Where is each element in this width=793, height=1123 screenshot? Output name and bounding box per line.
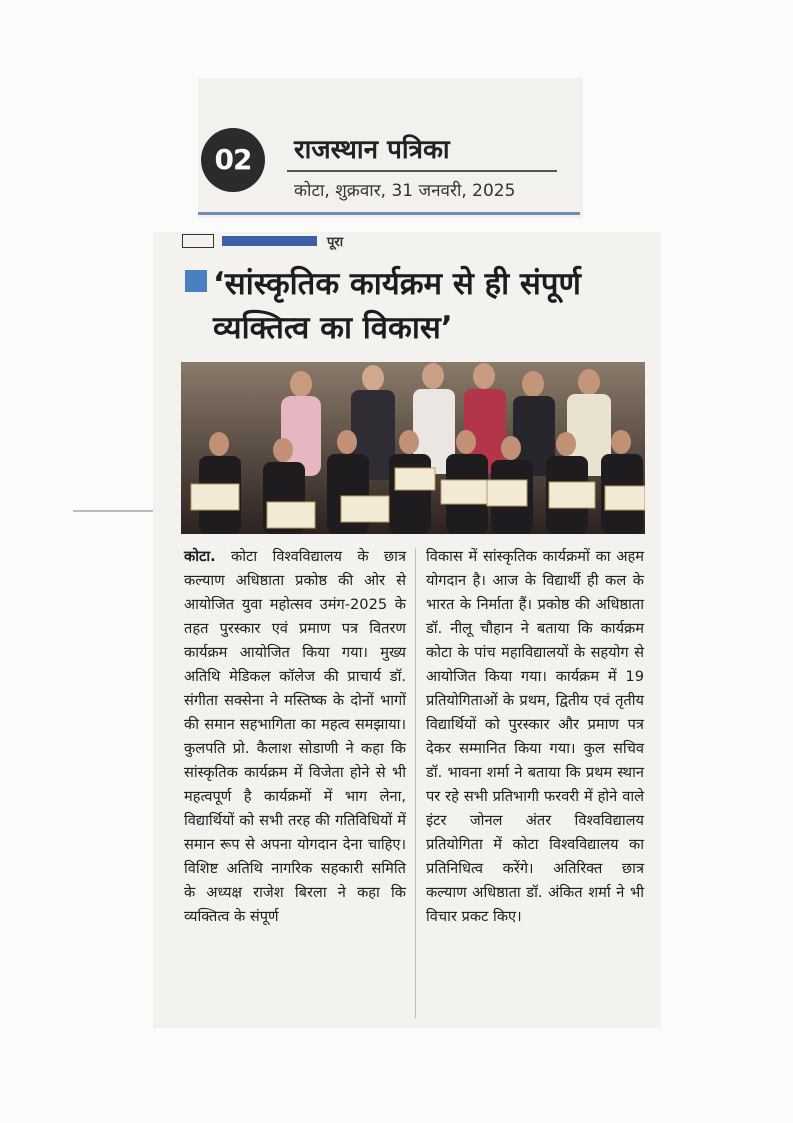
article-column-1-text: कोटा विश्वविद्यालय के छात्र कल्याण अधिष्ठाता प्रकोष्ठ की ओर से आयोजित युवा महोत्सव उमंग-2025 के तहत पुरस्कार एवं प्रमाण पत्र वितरण कार्यक्रम आयोजित किया गया। मुख्य अतिथि मेडिकल कॉलेज की प्राचार्य डॉ. संगीता सक्सेना ने मस्तिष्क के दोनों भागों की समान सहभागिता का महत्व समझाया। कुलपति प्रो. कैलाश सोडाणी ने कहा कि सांस्कृतिक कार्यक्रम में विजेता होने से भी महत्वपूर्ण है कार्यक्रमों में भाग लेना, विद्यार्थियों को सभी तरह की गतिविधियों में समान रूप से अपना योगदान देना चाहिए। विशिष्ट अतिथि नागरिक सहकारी समिति के अध्यक्ष राजेश बिरला ने कहा कि व्यक्तित्व के संपूर्ण (184, 548, 406, 925)
newspaper-title: राजस्थान पत्रिका (294, 135, 450, 165)
masthead-rule (198, 212, 580, 215)
strip-box (182, 234, 214, 248)
newspaper-dateline: कोटा, शुक्रवार, 31 जनवरी, 2025 (294, 181, 516, 201)
award-ceremony-photo (181, 362, 645, 534)
article-column-2: विकास में सांस्कृतिक कार्यक्रमों का अहम योगदान है। आज के विद्यार्थी ही कल के भारत के निर्माता हैं। प्रकोष्ठ की अधिष्ठाता डॉ. नीलू चौहान ने बताया कि कार्यक्रम कोटा के पांच महाविद्यालयों के सहयोग से आयोजित किया गया। कार्यक्रम में 19 प्रतियोगिताओं के प्रथम, द्वितीय एवं तृतीय विद्यार्थियों को पुरस्कार और प्रमाण पत्र देकर सम्मानित किया गया। कुल सचिव डॉ. भावना शर्मा ने बताया कि प्रथम स्थान पर रहे सभी प्रतिभागी फरवरी में होने वाले इंटर जोनल अंतर विश्वविद्यालय प्रतियोगिता में कोटा विश्वविद्यालय का प्रतिनिधित्व करेंगे। अतिरिक्त छात्र कल्याण अधिष्ठाता डॉ. अंकित शर्मा ने भी विचार प्रकट किए। (426, 548, 644, 925)
page-number-badge: 02 (201, 128, 265, 192)
article-column-1 (184, 545, 406, 929)
article-headline: ‘सांस्कृतिक कार्यक्रम से ही संपूर्ण व्यक्तित्व का विकास’ (213, 266, 581, 346)
headline-bullet-icon (185, 270, 207, 292)
scan-mark (73, 510, 153, 512)
strip-fragment: पूरा (327, 235, 344, 250)
strip-bar (222, 236, 317, 246)
section-strip (182, 234, 378, 248)
article-dateline: कोटा. (184, 548, 216, 565)
column-divider (415, 548, 416, 1018)
article-photo (181, 362, 645, 534)
masthead-divider (287, 170, 557, 172)
